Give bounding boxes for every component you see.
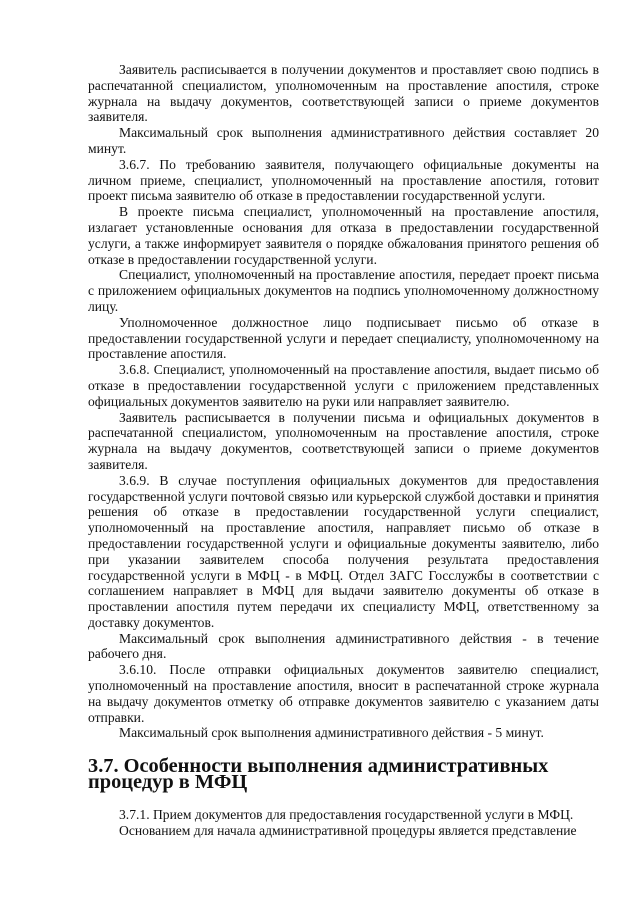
paragraph-letter-draft: В проекте письма специалист, уполномоченный на проставление апостиля, излагает установленные основания для отказа в предоставлении государственной услуги, а также информирует заявителя о порядке обжалования принятого решения об отказе в предоставлении государственной услуги. xyxy=(88,204,599,267)
paragraph-3-6-7: 3.6.7. По требованию заявителя, получающего официальные документы на личном приеме, специалист, уполномоченный на проставление апостиля, готовит проект письма заявителю об отказе в предоставлении государственной услуги. xyxy=(88,156,599,204)
paragraph-3-6-10: 3.6.10. После отправки официальных документов заявителю специалист, уполномоченный на проставление апостиля, вносит в распечатанной строке журнала на выдачу документов отметку об отправке документов заявителю с указанием даты отправки. xyxy=(88,662,599,725)
paragraph-max-time-working-day: Максимальный срок выполнения административного действия - в течение рабочего дня. xyxy=(88,630,599,662)
paragraph-3-7-1: 3.7.1. Прием документов для предоставления государственной услуги в МФЦ. xyxy=(119,806,574,822)
body-text-before-heading xyxy=(88,62,599,741)
body-text-after-heading xyxy=(88,807,599,839)
paragraph-3-6-8: 3.6.8. Специалист, уполномоченный на проставление апостиля, выдает письмо об отказе в предоставлении государственной услуги с приложением представленных официальных документов заявителю на руки или направляет заявителю. xyxy=(88,362,599,409)
paragraph-applicant-signs-letter: Заявитель расписывается в получении письма и официальных документов в распечатанной специалистом, уполномоченным на проставление апостиля, строке журнала на выдачу документов, соответствующей записи о приеме документов заявителя. xyxy=(88,409,599,472)
paragraph-applicant-signature: Заявитель расписывается в получении документов и проставляет свою подпись в распечатанной специалистом, уполномоченным на проставление апостиля, строке журнала на выдачу документов, соответствующей записи о приеме документов заявителя. xyxy=(88,62,599,125)
paragraph-max-time-5-minutes: Максимальный срок выполнения административного действия - 5 минут. xyxy=(119,725,544,741)
section-heading-number: 3.7. xyxy=(88,755,119,778)
section-heading xyxy=(88,755,599,794)
paragraph-procedure-basis: Основанием для начала административной процедуры является представление xyxy=(119,822,577,838)
paragraph-letter-for-signature: Специалист, уполномоченный на проставление апостиля, передает проект письма с приложением официальных документов на подпись уполномоченному должностному лицу. xyxy=(88,267,599,314)
paragraph-max-time-20-minutes: Максимальный срок выполнения административного действия составляет 20 минут. xyxy=(88,125,599,156)
section-heading-title: Особенности выполнения административных процедур в МФЦ xyxy=(88,755,549,794)
document-page xyxy=(88,62,599,838)
paragraph-3-6-9: 3.6.9. В случае поступления официальных документов для предоставления государственной услуги почтовой связью или курьерской службой доставки и принятия решения об отказе в предоставлении государственной услуги специалист, уполномоченный на проставление апостиля, направляет письмо об отказе в предоставлении государственной услуги и официальные документы заявителю, либо при указании заявителем способа получения результата предоставления государственной услуги в МФЦ - в МФЦ. Отдел ЗАГС Госслужбы в соответствии с соглашением направляет в МФЦ для выдачи заявителю документы об отказе в проставлении апостиля путем передачи их специалисту МФЦ, ответственному за доставку документов. xyxy=(88,472,599,630)
paragraph-official-signs-letter: Уполномоченное должностное лицо подписывает письмо об отказе в предоставлении государственной услуги и передает специалисту, уполномоченному на проставление апостиля. xyxy=(88,314,599,362)
